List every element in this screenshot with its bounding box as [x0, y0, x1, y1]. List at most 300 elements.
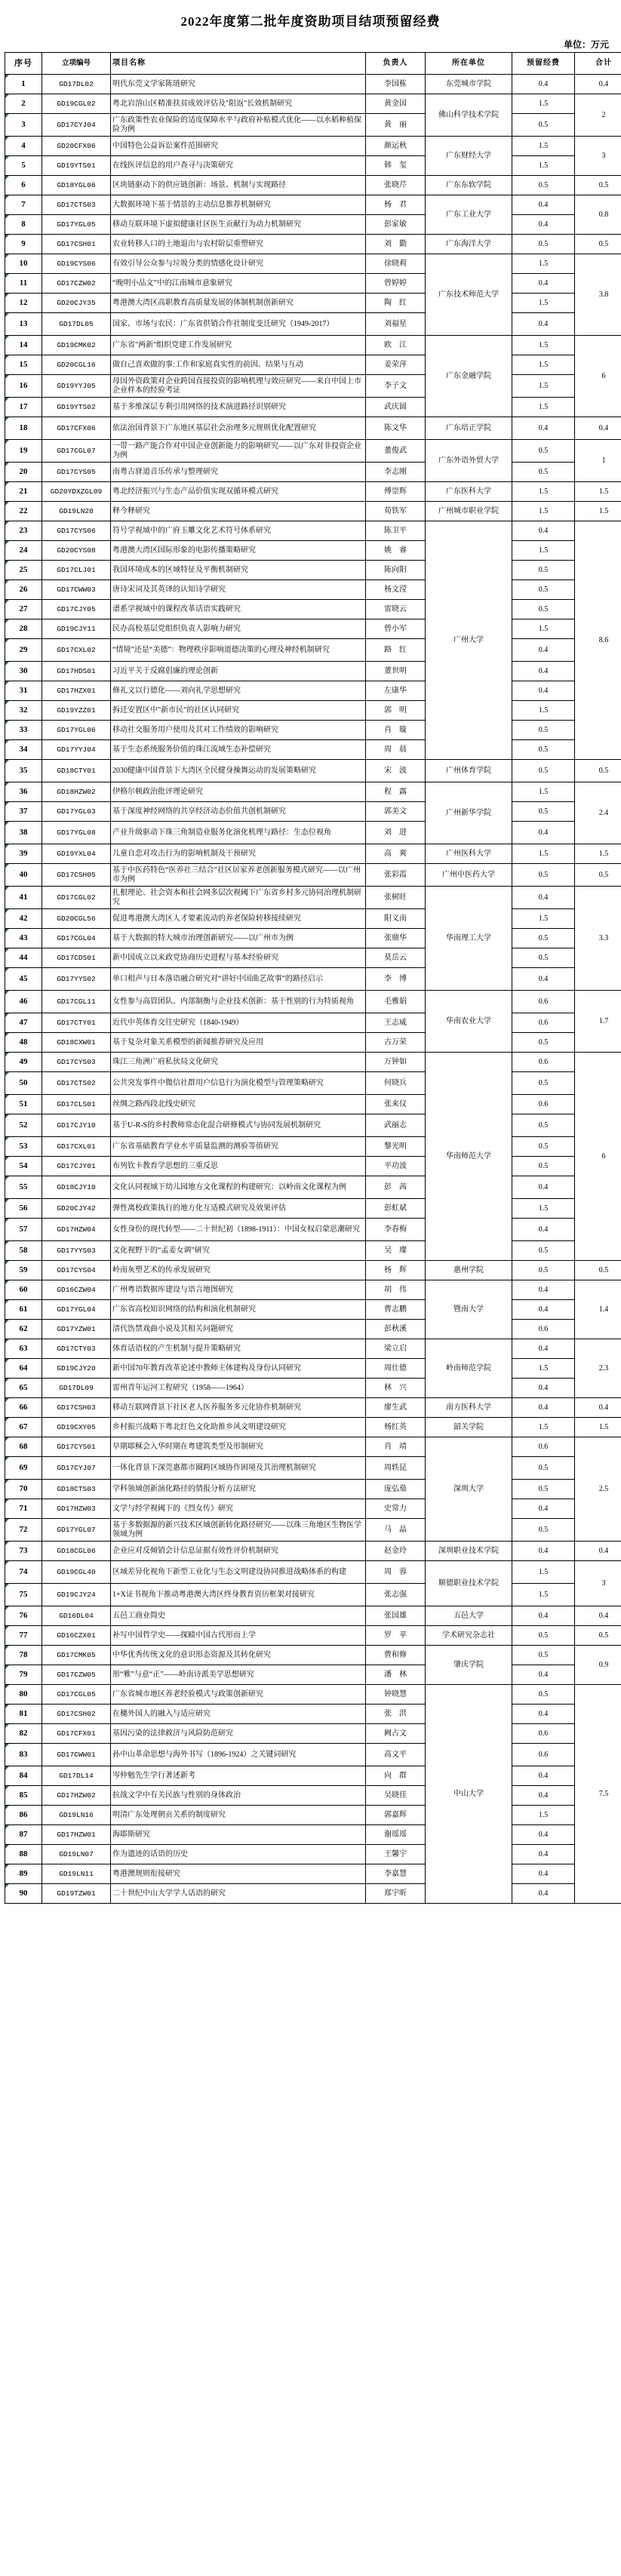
cell-no: 73	[5, 1542, 42, 1561]
cell-reserved-fund: 0.4	[512, 1300, 575, 1320]
cell-no: 40	[5, 864, 42, 887]
cell-total: 0.5	[575, 1261, 621, 1280]
cell-reserved-fund: 0.6	[512, 1724, 575, 1744]
cell-project-name: 文化认同视域下幼儿园地方文化课程的构建研究：以岭南文化课程为例	[111, 1176, 366, 1199]
cell-reserved-fund: 0.4	[512, 822, 575, 844]
cell-project-name: 粤北经济振兴与生态产品价值实现双循环模式研究	[111, 482, 366, 502]
cell-principal-investigator: 史常力	[366, 1499, 426, 1519]
table-row	[5, 968, 621, 991]
header-no: 序号	[5, 53, 42, 75]
cell-reserved-fund: 0.5	[512, 1137, 575, 1157]
cell-code: GD17CMK05	[42, 1646, 111, 1665]
cell-code: GD19CYS06	[42, 254, 111, 274]
cell-principal-investigator: 张树旺	[366, 887, 426, 909]
cell-code: GD19LN20	[42, 502, 111, 521]
cell-no: 72	[5, 1519, 42, 1542]
cell-code: GD17HZX01	[42, 681, 111, 701]
cell-unit: 广东医科大学	[426, 482, 512, 502]
cell-no: 1	[5, 75, 42, 94]
cell-project-name: 弹性离校政策执行的地方化互适模式研究及效果评估	[111, 1199, 366, 1219]
cell-total: 2.4	[575, 782, 621, 844]
cell-reserved-fund: 0.4	[512, 1884, 575, 1904]
table-row	[5, 948, 621, 968]
cell-reserved-fund: 0.4	[512, 1786, 575, 1806]
cell-reserved-fund: 1.5	[512, 909, 575, 929]
cell-no: 21	[5, 482, 42, 502]
table-row	[5, 1646, 621, 1665]
cell-no: 18	[5, 417, 42, 440]
cell-code: GD17CJY05	[42, 600, 111, 619]
table-row	[5, 176, 621, 195]
cell-project-name: 区块链驱动下的供应链创新：场景、机制与实现路径	[111, 176, 366, 195]
table-row	[5, 1825, 621, 1845]
cell-principal-investigator: 马 晶	[366, 1519, 426, 1542]
table-row	[5, 662, 621, 681]
cell-reserved-fund: 0.4	[512, 195, 575, 215]
cell-principal-investigator: 武庆圆	[366, 398, 426, 417]
cell-principal-investigator: 杨 君	[366, 195, 426, 215]
table-row	[5, 1724, 621, 1744]
cell-project-name: 女性身份的现代转型——二十世纪初（1898-1911）：中国女权启蒙思潮研究	[111, 1219, 366, 1241]
cell-reserved-fund: 1.5	[512, 398, 575, 417]
cell-project-name: 文学与经学视阈下的《烈女传》研究	[111, 1499, 366, 1519]
cell-code: GD17CYS04	[42, 1261, 111, 1280]
cell-total: 2.5	[575, 1437, 621, 1542]
cell-code: GD17HZW01	[42, 1825, 111, 1845]
cell-code: GD18YGL06	[42, 176, 111, 195]
cell-no: 30	[5, 662, 42, 681]
cell-total: 0.9	[575, 1646, 621, 1685]
cell-reserved-fund: 0.5	[512, 440, 575, 463]
cell-principal-investigator: 古万荣	[366, 1033, 426, 1053]
cell-unit: 暨南大学	[426, 1280, 512, 1339]
cell-principal-investigator: 姚 睿	[366, 541, 426, 561]
cell-principal-investigator: 彭虹斌	[366, 1199, 426, 1219]
cell-project-name: 1+X证书视角下推动粤港澳大湾区终身教育资历框架对接研究	[111, 1584, 366, 1606]
cell-project-name: 广东省基础教育学业水平质量监测的测验等值研究	[111, 1137, 366, 1157]
cell-no: 7	[5, 195, 42, 215]
cell-principal-investigator: 张来仪	[366, 1095, 426, 1114]
cell-project-name: 促进粤港澳大湾区人才要素流动的养老保险转移接续研究	[111, 909, 366, 929]
cell-no: 55	[5, 1176, 42, 1199]
cell-no: 85	[5, 1786, 42, 1806]
cell-code: GD17CYJ04	[42, 114, 111, 137]
cell-principal-investigator: 李志刚	[366, 463, 426, 482]
cell-code: GD17CYS06	[42, 521, 111, 541]
header-unit: 所在单位	[426, 53, 512, 75]
table-row	[5, 782, 621, 802]
cell-unit: 五邑大学	[426, 1606, 512, 1626]
cell-principal-investigator: 李 博	[366, 968, 426, 991]
cell-no: 76	[5, 1606, 42, 1626]
cell-principal-investigator: 谢瑶瑶	[366, 1825, 426, 1845]
cell-code: GD17CLJ01	[42, 561, 111, 580]
cell-no: 69	[5, 1457, 42, 1480]
table-row	[5, 721, 621, 740]
cell-reserved-fund: 1.5	[512, 844, 575, 864]
cell-code: GD19LN16	[42, 1806, 111, 1825]
table-row	[5, 1786, 621, 1806]
cell-principal-investigator: 董世明	[366, 662, 426, 681]
cell-principal-investigator: 廖生武	[366, 1398, 426, 1418]
cell-principal-investigator: 胡 伟	[366, 1280, 426, 1300]
cell-project-name: 补写中国哲学史——探赜中国古代形而上学	[111, 1626, 366, 1646]
cell-project-name: 拆迁安置区中"新市民"的社区认同研究	[111, 701, 366, 721]
cell-project-name: 扎根理论、社会资本和社会网多层次视阈下广东省乡村多元协同治理机制研究	[111, 887, 366, 909]
cell-principal-investigator: 李子文	[366, 375, 426, 398]
cell-project-name: 体育话语权的产生机制与提升策略研究	[111, 1339, 366, 1359]
cell-principal-investigator: 陈卫平	[366, 521, 426, 541]
cell-unit: 东莞城市学院	[426, 75, 512, 94]
cell-reserved-fund: 1.5	[512, 94, 575, 114]
cell-code: GD17CGL02	[42, 887, 111, 909]
cell-reserved-fund: 0.6	[512, 1095, 575, 1114]
cell-no: 74	[5, 1561, 42, 1584]
cell-project-name: 文化视野下的“孟姜女调”研究	[111, 1241, 366, 1261]
cell-reserved-fund: 0.5	[512, 580, 575, 600]
cell-unit: 华南农业大学	[426, 991, 512, 1053]
cell-code: GD17CSH03	[42, 1398, 111, 1418]
cell-total: 8.6	[575, 521, 621, 760]
table-row	[5, 864, 621, 887]
cell-unit: 广州大学	[426, 521, 512, 760]
cell-project-name: “情境”还是“美德”：物理秩序影响道德决策的心理及神经机制研究	[111, 639, 366, 662]
cell-reserved-fund: 0.5	[512, 740, 575, 760]
table-row	[5, 1114, 621, 1137]
cell-no: 5	[5, 156, 42, 176]
unit-label-row	[0, 37, 621, 52]
cell-unit: 深圳职业技术学院	[426, 1542, 512, 1561]
cell-reserved-fund: 0.4	[512, 1825, 575, 1845]
cell-reserved-fund: 0.5	[512, 1685, 575, 1705]
cell-total: 1.7	[575, 991, 621, 1053]
cell-unit: 广东培正学院	[426, 417, 512, 440]
cell-reserved-fund: 0.4	[512, 1219, 575, 1241]
cell-principal-investigator: 彭家敏	[366, 215, 426, 235]
cell-project-name: 清代饬禁戏曲小说及其相关问题研究	[111, 1320, 366, 1339]
cell-principal-investigator: 曹志鹏	[366, 1300, 426, 1320]
cell-principal-investigator: 毛雅娟	[366, 991, 426, 1013]
cell-principal-investigator: 程 露	[366, 782, 426, 802]
cell-project-name: 基于大数据的特大城市治理创新研究——以广州市为例	[111, 929, 366, 948]
cell-code: GD19CMK02	[42, 336, 111, 355]
cell-reserved-fund: 1.5	[512, 1418, 575, 1437]
cell-principal-investigator: 张国雄	[366, 1606, 426, 1626]
table-row	[5, 1665, 621, 1685]
cell-principal-investigator: 周轶昆	[366, 1457, 426, 1480]
cell-reserved-fund: 0.6	[512, 1744, 575, 1766]
cell-reserved-fund: 0.5	[512, 1626, 575, 1646]
cell-reserved-fund: 0.5	[512, 235, 575, 254]
cell-unit: 广东海洋大学	[426, 235, 512, 254]
cell-no: 82	[5, 1724, 42, 1744]
table-row	[5, 375, 621, 398]
cell-project-name: 粤港澳大湾区国际形象的电影传播策略研究	[111, 541, 366, 561]
cell-code: GD17YYS02	[42, 968, 111, 991]
cell-no: 80	[5, 1685, 42, 1705]
cell-principal-investigator: 钟晓慧	[366, 1685, 426, 1705]
cell-reserved-fund: 1.5	[512, 336, 575, 355]
cell-code: GD17YGL03	[42, 802, 111, 822]
cell-project-name: 产业升级驱动下珠三角制造业服务化演化机理与路径：生态位视角	[111, 822, 366, 844]
cell-no: 19	[5, 440, 42, 463]
cell-no: 10	[5, 254, 42, 274]
cell-principal-investigator: 雷晓云	[366, 600, 426, 619]
cell-reserved-fund: 0.5	[512, 1157, 575, 1176]
cell-no: 45	[5, 968, 42, 991]
cell-principal-investigator: 刘福星	[366, 313, 426, 336]
cell-reserved-fund: 0.5	[512, 1457, 575, 1480]
cell-principal-investigator: 郭嘉辉	[366, 1806, 426, 1825]
cell-no: 31	[5, 681, 42, 701]
cell-reserved-fund: 0.6	[512, 1437, 575, 1457]
cell-principal-investigator: 周 蓉	[366, 1561, 426, 1584]
cell-code: GD20CGL56	[42, 909, 111, 929]
table-row	[5, 1379, 621, 1398]
cell-project-name: 抗战文学中有关民族与性别的身体政治	[111, 1786, 366, 1806]
cell-project-name: 基于多数据源的新兴技术区域创新转化路径研究——以珠三角地区生物医学领域为例	[111, 1519, 366, 1542]
cell-unit: 广州体育学院	[426, 760, 512, 782]
cell-total: 0.4	[575, 1606, 621, 1626]
cell-code: GD20YDXZGL09	[42, 482, 111, 502]
cell-principal-investigator: 莫岳云	[366, 948, 426, 968]
cell-code: GD17CZW02	[42, 274, 111, 294]
cell-unit: 华南师范大学	[426, 1053, 512, 1261]
cell-no: 37	[5, 802, 42, 822]
cell-code: GD17CGL07	[42, 440, 111, 463]
header-fund: 预留经费	[512, 53, 575, 75]
cell-project-name: 布列钦卡教育学思想的三重反思	[111, 1157, 366, 1176]
table-row	[5, 1137, 621, 1157]
cell-code: GD17CYS05	[42, 463, 111, 482]
table-row	[5, 294, 621, 313]
cell-reserved-fund: 0.4	[512, 274, 575, 294]
cell-total: 6	[575, 336, 621, 417]
table-row	[5, 94, 621, 114]
cell-no: 35	[5, 760, 42, 782]
cell-no: 24	[5, 541, 42, 561]
table-row	[5, 1199, 621, 1219]
cell-code: GD17YGL07	[42, 1519, 111, 1542]
cell-principal-investigator: 吴晓佳	[366, 1786, 426, 1806]
cell-no: 46	[5, 991, 42, 1013]
table-row	[5, 521, 621, 541]
table-row	[5, 822, 621, 844]
cell-reserved-fund: 1.5	[512, 1584, 575, 1606]
cell-no: 50	[5, 1072, 42, 1095]
cell-reserved-fund: 0.4	[512, 1379, 575, 1398]
table-row	[5, 1241, 621, 1261]
table-row	[5, 482, 621, 502]
cell-unit: 广东工业大学	[426, 195, 512, 235]
cell-reserved-fund: 1.5	[512, 254, 575, 274]
cell-principal-investigator: 刘 勤	[366, 235, 426, 254]
cell-project-name: 大数据环境下基于情景的主动信息推荐机制研究	[111, 195, 366, 215]
cell-project-name: 基于中医药特色“医养社三结合”社区居家养老创新服务模式研究——以广州市为例	[111, 864, 366, 887]
cell-total: 0.5	[575, 760, 621, 782]
cell-principal-investigator: 董俊武	[366, 440, 426, 463]
cell-no: 58	[5, 1241, 42, 1261]
cell-no: 6	[5, 176, 42, 195]
cell-reserved-fund: 0.5	[512, 760, 575, 782]
cell-principal-investigator: 陶 红	[366, 294, 426, 313]
cell-principal-investigator: 张 洪	[366, 1705, 426, 1724]
cell-reserved-fund: 0.5	[512, 600, 575, 619]
cell-project-name: 我国环境成本的区域特征及平衡机制研究	[111, 561, 366, 580]
cell-code: GD17YZW01	[42, 1320, 111, 1339]
cell-principal-investigator: 吴 璨	[366, 1241, 426, 1261]
cell-project-name: 广东政策性农业保险的适度保障水平与政府补贴模式优化——以水稻种植保险为例	[111, 114, 366, 137]
cell-code: GD17CGL11	[42, 991, 111, 1013]
table-row	[5, 417, 621, 440]
table-row	[5, 887, 621, 909]
cell-project-name: 公共突发事件中微信社群用户信息行为演化模型与管理策略研究	[111, 1072, 366, 1095]
cell-principal-investigator: 武丽志	[366, 1114, 426, 1137]
cell-no: 38	[5, 822, 42, 844]
cell-code: GD17CYJ07	[42, 1457, 111, 1480]
cell-code: GD18HZW02	[42, 782, 111, 802]
cell-code: GD18CJY10	[42, 1176, 111, 1199]
cell-no: 68	[5, 1437, 42, 1457]
cell-project-name: 粤港澳规则衔接研究	[111, 1864, 366, 1884]
cell-principal-investigator: 姜荣萍	[366, 355, 426, 375]
cell-total: 0.8	[575, 195, 621, 235]
cell-principal-investigator: 韩 玺	[366, 156, 426, 176]
table-row	[5, 991, 621, 1013]
cell-reserved-fund: 0.4	[512, 639, 575, 662]
cell-project-name: 伊格尔顿政治批评理论研究	[111, 782, 366, 802]
cell-no: 16	[5, 375, 42, 398]
cell-principal-investigator: 杨文滢	[366, 580, 426, 600]
cell-principal-investigator: 李国栋	[366, 75, 426, 94]
cell-no: 48	[5, 1033, 42, 1053]
cell-no: 87	[5, 1825, 42, 1845]
cell-unit: 惠州学院	[426, 1261, 512, 1280]
cell-no: 23	[5, 521, 42, 541]
cell-project-name: 释今释研究	[111, 502, 366, 521]
cell-project-name: 新中国成立以来政党协商历史进程与基本经验研究	[111, 948, 366, 968]
cell-principal-investigator: 张志强	[366, 1584, 426, 1606]
cell-code: GD17CZW05	[42, 1665, 111, 1685]
cell-unit: 南方医科大学	[426, 1398, 512, 1418]
table-row	[5, 440, 621, 463]
table-row	[5, 1806, 621, 1825]
cell-project-name: 中国特色公益诉讼案件范围研究	[111, 137, 366, 156]
cell-no: 34	[5, 740, 42, 760]
cell-principal-investigator: 梁立启	[366, 1339, 426, 1359]
cell-reserved-fund: 0.5	[512, 802, 575, 822]
cell-reserved-fund: 0.6	[512, 1053, 575, 1072]
cell-reserved-fund: 1.5	[512, 137, 575, 156]
cell-code: GD19TZW01	[42, 1884, 111, 1904]
cell-reserved-fund: 1.5	[512, 619, 575, 639]
cell-reserved-fund: 0.5	[512, 721, 575, 740]
cell-principal-investigator: 林 兴	[366, 1379, 426, 1398]
table-row	[5, 1766, 621, 1786]
table-row	[5, 1457, 621, 1480]
table-row	[5, 929, 621, 948]
cell-reserved-fund: 1.5	[512, 1359, 575, 1379]
cell-reserved-fund: 0.4	[512, 1339, 575, 1359]
cell-code: GD17CWW03	[42, 580, 111, 600]
cell-code: GD17HDS01	[42, 662, 111, 681]
cell-project-name: 修礼文以行德化——刘向礼学思想研究	[111, 681, 366, 701]
cell-total: 1.5	[575, 482, 621, 502]
cell-no: 47	[5, 1013, 42, 1033]
cell-principal-investigator: 王馨宇	[366, 1845, 426, 1864]
cell-project-name: 一带一路产能合作对中国企业创新能力的影响研究——以广东对非投资企业为例	[111, 440, 366, 463]
cell-no: 22	[5, 502, 42, 521]
cell-no: 86	[5, 1806, 42, 1825]
cell-principal-investigator: 阙占文	[366, 1724, 426, 1744]
cell-unit: 肇庆学院	[426, 1646, 512, 1685]
cell-reserved-fund: 1.5	[512, 156, 575, 176]
cell-principal-investigator: 李嘉慧	[366, 1864, 426, 1884]
cell-principal-investigator: 周仕德	[366, 1359, 426, 1379]
cell-total: 0.4	[575, 1398, 621, 1418]
cell-unit: 广州城市职业学院	[426, 502, 512, 521]
table-row	[5, 254, 621, 274]
cell-code: GD17CSH02	[42, 1705, 111, 1724]
cell-project-name: 一体化背景下深莞惠都市圈跨区域协作困境及其治理机制研究	[111, 1457, 366, 1480]
cell-principal-investigator: 曾婷婷	[366, 274, 426, 294]
cell-total: 2	[575, 94, 621, 137]
cell-reserved-fund: 0.4	[512, 1398, 575, 1418]
cell-project-name: 区域差异化视角下新型工业化与生态文明建设协同推进战略体系的构建	[111, 1561, 366, 1584]
cell-principal-investigator: 张彩霞	[366, 864, 426, 887]
table-row	[5, 909, 621, 929]
cell-code: GD19LN11	[42, 1864, 111, 1884]
cell-reserved-fund: 0.4	[512, 1280, 575, 1300]
cell-project-name: 国家、市场与农民：广东省供销合作社制度变迁研究（1949-2017）	[111, 313, 366, 336]
page-title: 2022年度第二批年度资助项目结项预留经费	[180, 14, 441, 29]
table-row	[5, 1072, 621, 1095]
table-row	[5, 336, 621, 355]
cell-project-name: 粤港澳大湾区高职教育高质量发展的体制机制创新研究	[111, 294, 366, 313]
cell-no: 2	[5, 94, 42, 114]
cell-reserved-fund: 1.5	[512, 502, 575, 521]
table-row	[5, 1359, 621, 1379]
table-row	[5, 313, 621, 336]
header-code: 立项编号	[42, 53, 111, 75]
table-row	[5, 1398, 621, 1418]
cell-project-name: 形“雅”与意“正”——岭南诗派美学思想研究	[111, 1665, 366, 1685]
cell-unit: 广东外语外贸大学	[426, 440, 512, 482]
cell-project-name: 基于生态系统服务价值的珠江流域生态补偿研究	[111, 740, 366, 760]
table-row	[5, 561, 621, 580]
table-body	[5, 75, 621, 1904]
table-row	[5, 1561, 621, 1584]
cell-no: 52	[5, 1114, 42, 1137]
cell-no: 83	[5, 1744, 42, 1766]
cell-project-name: 五邑工商业简史	[111, 1606, 366, 1626]
cell-reserved-fund: 0.4	[512, 1864, 575, 1884]
cell-unit: 广州医科大学	[426, 844, 512, 864]
cell-principal-investigator: 肖 璇	[366, 721, 426, 740]
cell-unit: 广州中医药大学	[426, 864, 512, 887]
cell-project-name: 作为遗迹的话语的历史	[111, 1845, 366, 1864]
cell-unit: 中山大学	[426, 1685, 512, 1904]
cell-unit: 广东财经大学	[426, 137, 512, 176]
header-total: 合计	[575, 53, 621, 75]
cell-no: 61	[5, 1300, 42, 1320]
cell-no: 88	[5, 1845, 42, 1864]
cell-code: GD17CYS03	[42, 1053, 111, 1072]
cell-code: GD17YGL05	[42, 215, 111, 235]
cell-project-name: 广东省高校知识网络的结构和演化机制研究	[111, 1300, 366, 1320]
cell-code: GD17CXL02	[42, 639, 111, 662]
table-row	[5, 502, 621, 521]
